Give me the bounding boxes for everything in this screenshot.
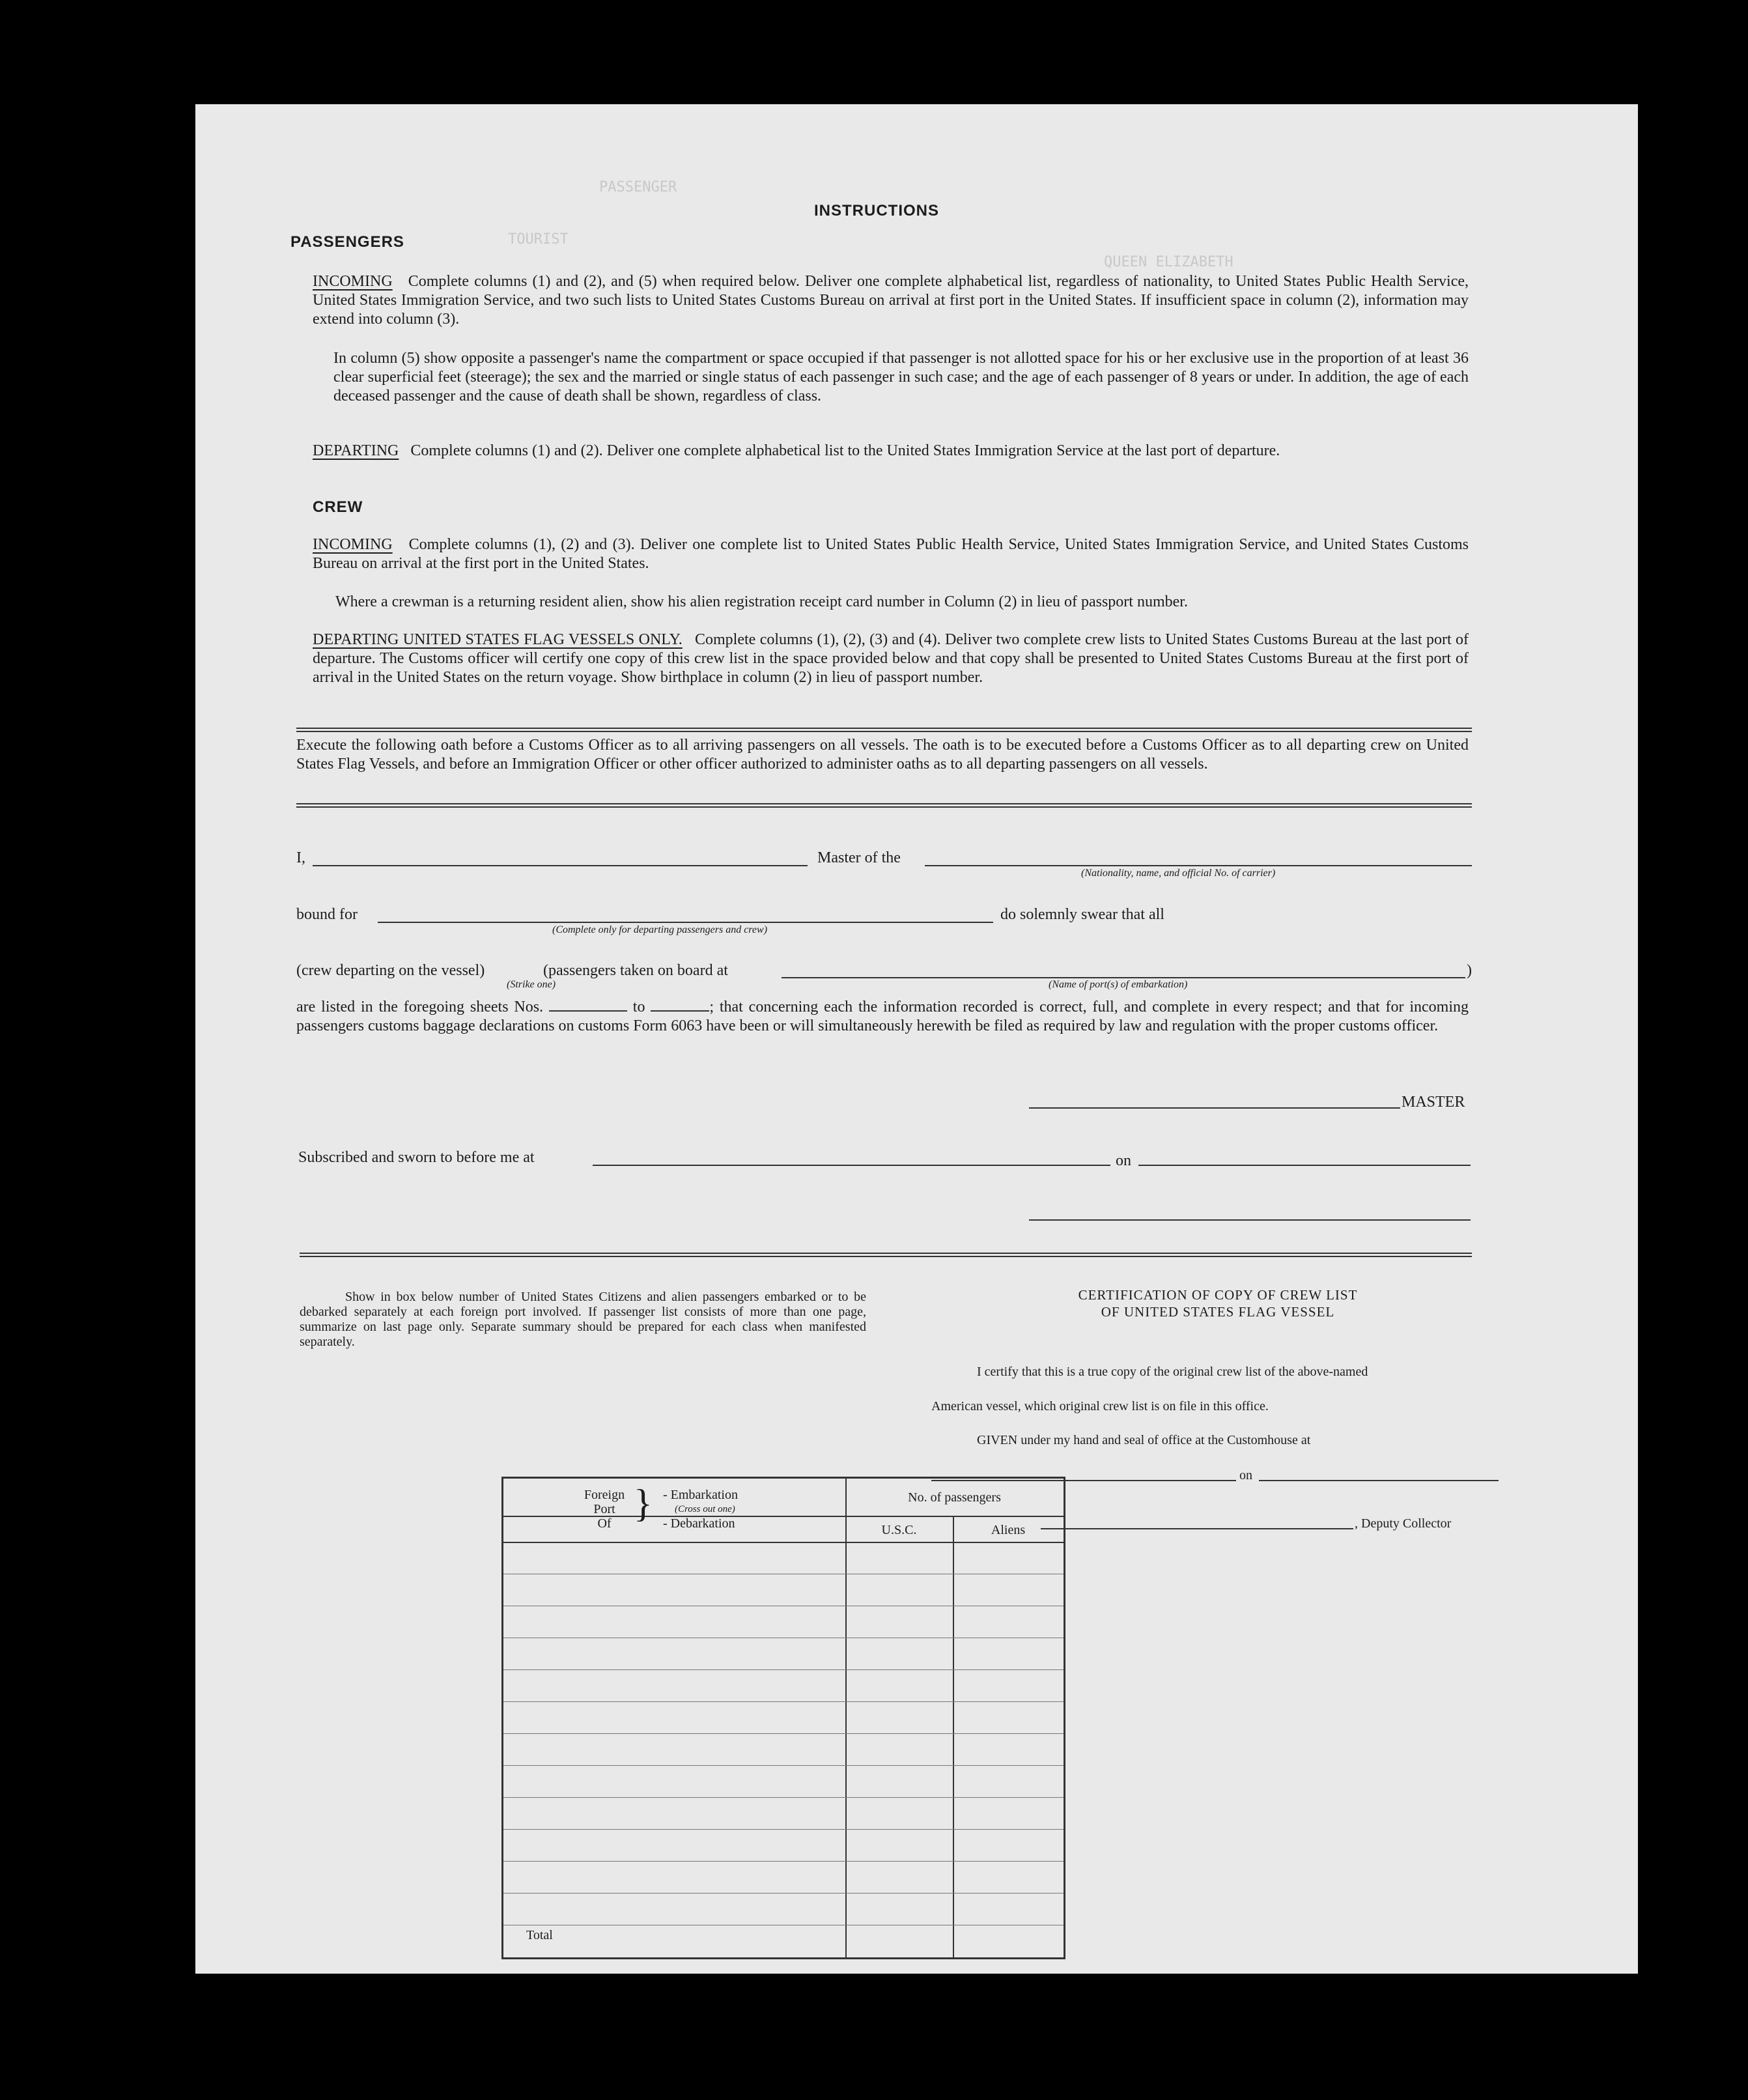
sheet-from-field[interactable] [549, 1010, 627, 1012]
foreign-label: Foreign [584, 1488, 625, 1502]
strike-one-note: (Strike one) [507, 979, 556, 990]
usc-header: U.S.C. [881, 1523, 917, 1537]
solemnly-swear: do solemnly swear that all [1000, 906, 1164, 923]
officer-signature-field[interactable] [1029, 1219, 1471, 1221]
bound-note: (Complete only for departing passengers and crew) [552, 924, 768, 935]
cert-date-field[interactable] [1259, 1480, 1499, 1481]
cert-line-1: I certify that this is a true copy of the original crew list of the above-named [977, 1365, 1368, 1379]
summary-row-line [503, 1701, 1064, 1702]
carrier-field[interactable] [925, 865, 1472, 866]
summary-instructions: Show in box below number of United States Citizens and alien passengers embarked or to be debarked separately at each foreign port involved. If passenger list consists of more than one page, summarize on last page only. Separate summary should be prepared for each class when manifested separately. [300, 1290, 866, 1349]
embarkation-port-field[interactable] [782, 977, 1465, 978]
total-label: Total [526, 1928, 553, 1942]
to-label: to [632, 999, 645, 1015]
listed-sheets [296, 998, 1469, 1036]
bleed-through-text: PASSENGER [599, 179, 677, 195]
deputy-collector: , Deputy Collector [1355, 1516, 1452, 1531]
header-bottom-line [503, 1542, 1064, 1543]
brace-icon: } [634, 1482, 653, 1525]
customhouse-field[interactable] [931, 1480, 1236, 1481]
embark-options [663, 1488, 738, 1531]
column5-instructions: In column (5) show opposite a passenger's name the compartment or space occupied if that passenger is not allotted space for his or her exclusive use in the proportion of at least 36 clear superficial feet (steerage); the sex and the married or single status of each passenger in such case; and the age of each passenger of 8 years or under. In addition, the age of each deceased passenger and the cause of death shall be shown, regardless of class. [333, 350, 1469, 404]
cert-line-3: GIVEN under my hand and seal of office at the Customhouse at [977, 1433, 1311, 1447]
departing-label: DEPARTING [313, 442, 399, 459]
divider [296, 803, 1472, 808]
master-of-the: Master of the [817, 849, 901, 866]
master-label: MASTER [1402, 1094, 1465, 1111]
cert-line-2: American vessel, which original crew list is on file in this office. [931, 1399, 1269, 1413]
divider [300, 1253, 1472, 1257]
passengers-incoming-text: Complete columns (1) and (2), and (5) when required below. Deliver one complete alphabetical list, regardless of nationality, to United States Public Health Service, United States Immigration Service, and two such lists to United States Customs Bureau on arrival at first port in the United States. If insufficient space in column (2), information may extend into column (3). [313, 273, 1469, 328]
bleed-through-text: QUEEN ELIZABETH [1104, 254, 1233, 270]
crew-departing-text: Complete columns (1), (2), (3) and (4). Deliver two complete crew lists to United States Customs Bureau at the last port of departure. The Customs officer will certify one copy of this crew list in the space provided below and that copy shall be presented to United States Customs Bureau at the first port of arrival in the United States on the return voyage. Show birthplace in column (2) in lieu of passport number. [313, 631, 1469, 686]
on-label: on [1116, 1152, 1131, 1169]
subscribed-text: Subscribed and sworn to before me at [298, 1149, 535, 1166]
col-divider [845, 1479, 847, 1957]
passengers-departing-text: Complete columns (1) and (2). Deliver one complete alphabetical list to the United States Immigration Service at the last port of departure. [410, 442, 1280, 459]
summary-row-line [503, 1765, 1064, 1766]
summary-row-line [503, 1829, 1064, 1830]
aliens-header: Aliens [991, 1523, 1026, 1537]
master-signature-field[interactable] [1029, 1107, 1400, 1109]
crew-incoming-text: Complete columns (1), (2) and (3). Deliver one complete list to United States Public Health Service, United States Immigration Service, and United States Customs Bureau on arrival at the first port in the United States. [313, 536, 1469, 572]
crew-incoming-label: INCOMING [313, 536, 393, 553]
passengers-incoming [313, 272, 1469, 329]
crew-incoming [313, 535, 1469, 573]
passengers-taken: (passengers taken on board at [543, 962, 728, 979]
page-title: INSTRUCTIONS [814, 202, 939, 220]
oath-intro: Execute the following oath before a Customs Officer as to all arriving passengers on all vessels. The oath is to be executed before a Customs Officer as to all departing crew on United States Flag Vessels, and before an Immigration Officer or other officer authorized to administer oaths as to all departing passengers on all vessels. [296, 737, 1469, 773]
summary-row-line [503, 1797, 1064, 1798]
carrier-note: (Nationality, name, and official No. of carrier) [1081, 868, 1276, 879]
subheader-line [845, 1516, 1064, 1517]
cert-heading-1: CERTIFICATION OF COPY OF CREW LIST [1078, 1287, 1358, 1303]
crew-departing-option: (crew departing on the vessel) [296, 962, 485, 979]
close-paren: ) [1467, 962, 1472, 979]
divider [296, 728, 1472, 732]
crew-heading: CREW [313, 498, 363, 516]
listed-text: are listed in the foregoing sheets Nos. [296, 999, 544, 1015]
summary-row-line [503, 1733, 1064, 1734]
bound-for: bound for [296, 906, 358, 923]
master-name-field[interactable] [313, 865, 808, 866]
port-note: (Name of port(s) of embarkation) [1049, 979, 1188, 990]
of-label: Of [597, 1516, 612, 1531]
passengers-heading: PASSENGERS [290, 233, 404, 251]
passengers-departing [313, 442, 1469, 461]
crew-departing [313, 631, 1469, 687]
port-label: Port [593, 1502, 615, 1516]
listed-rest: ; that concerning each the information recorded is correct, full, and complete in every respect; and that for incoming passengers customs baggage declarations on customs Form 6063 have been or will simultaneously herewith be filed as required by law and regulation with the proper customs officer. [296, 999, 1469, 1034]
sworn-date-field[interactable] [1138, 1165, 1471, 1166]
cross-out-note: (Cross out one) [675, 1504, 735, 1514]
sworn-location-field[interactable] [593, 1165, 1110, 1166]
cert-heading-2: OF UNITED STATES FLAG VESSEL [1101, 1304, 1335, 1320]
summary-row-line [503, 1669, 1064, 1670]
sheet-to-field[interactable] [651, 1010, 709, 1012]
summary-row-line [503, 1861, 1064, 1862]
oath-i: I, [296, 849, 305, 866]
debarkation-option[interactable]: - Debarkation [663, 1516, 735, 1531]
incoming-label: INCOMING [313, 273, 393, 290]
summary-row-line [503, 1893, 1064, 1894]
deputy-signature-field[interactable] [1041, 1528, 1353, 1529]
foreign-port-of [575, 1488, 634, 1531]
certification-heading [1032, 1286, 1403, 1320]
cert-on-label: on [1239, 1468, 1252, 1483]
crew-resident-alien: Where a crewman is a returning resident alien, show his alien registration receipt card number in Column (2) in lieu of passport number. [335, 593, 1188, 610]
embarkation-option[interactable]: - Embarkation [663, 1488, 738, 1502]
crew-departing-label: DEPARTING UNITED STATES FLAG VESSELS ONLY. [313, 631, 683, 648]
form-sheet [195, 104, 1638, 1974]
col-divider [953, 1516, 954, 1957]
destination-field[interactable] [378, 922, 993, 923]
passenger-summary-box [501, 1477, 1065, 1959]
bleed-through-text: TOURIST [508, 231, 569, 248]
no-passengers-header: No. of passengers [908, 1490, 1001, 1505]
